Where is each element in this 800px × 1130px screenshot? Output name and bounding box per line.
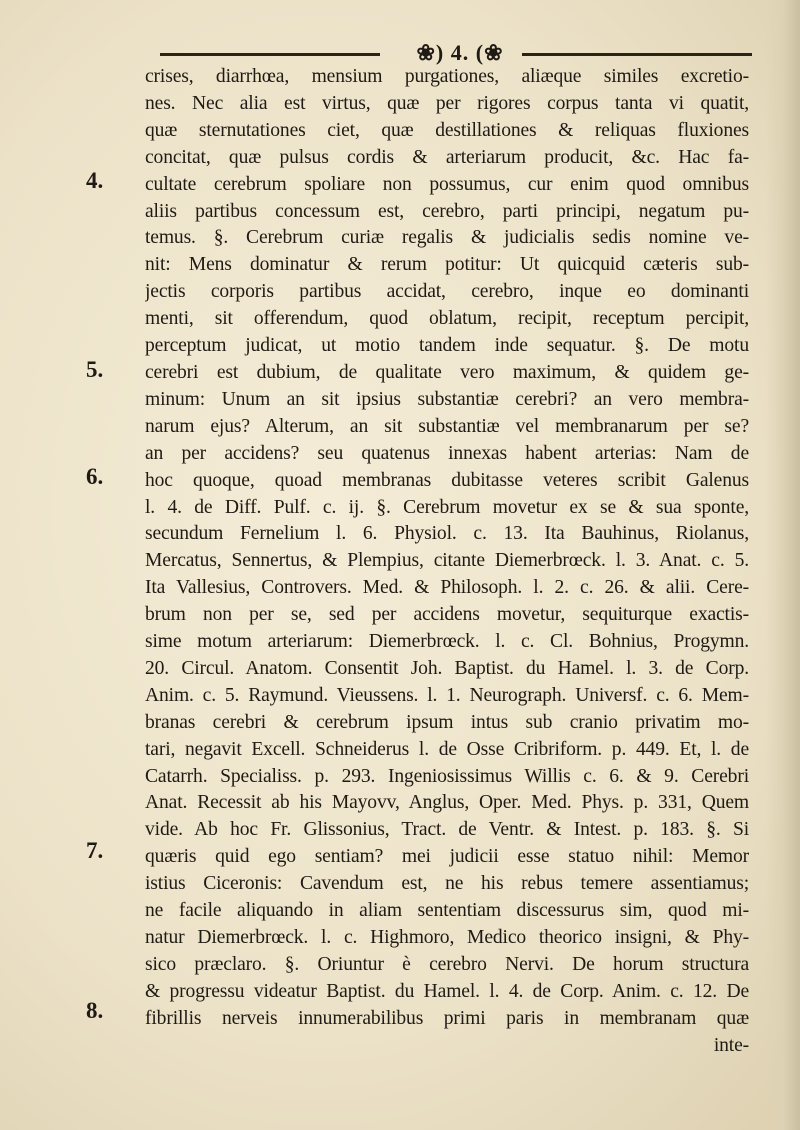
text-line: sico præclaro. §. Oriuntur è cerebro Nervi. De horum structura <box>145 953 749 975</box>
text-line: fibrillis nerveis innumerabilibus primi paris in membranam quæ <box>145 1007 749 1029</box>
ornament-left: ❀) <box>416 40 445 65</box>
text-line: cerebri est dubium, de qualitate vero maximum, & quidem ge- <box>145 361 749 383</box>
page-number <box>405 40 515 66</box>
text-line: menti, sit offerendum, quod oblatum, recipit, receptum percipit, <box>145 308 749 330</box>
text-line: crises, diarrhœa, mensium purgationes, aliæque similes excretio- <box>145 66 749 87</box>
ornament-right: (❀ <box>475 40 504 65</box>
text-line: jectis corporis partibus accidat, cerebro, inque eo dominanti <box>145 281 749 303</box>
page-edge-shadow <box>766 0 800 1130</box>
text-line: brum non per se, sed per accidens movetur, sequiturque exactis- <box>145 604 749 626</box>
text-line: & progressu videatur Baptist. du Hamel. l. 4. de Corp. Anim. c. 12. De <box>145 980 749 1002</box>
text-line: quæ sternutationes ciet, quæ destillationes & reliquas fluxiones <box>145 119 749 141</box>
margin-note-7: 7. <box>86 838 104 863</box>
text-line: branas cerebri & cerebrum ipsum intus sub cranio privatim mo- <box>145 711 749 733</box>
text-line: nit: Mens dominatur & rerum potitur: Ut quicquid cæteris sub- <box>145 254 749 276</box>
text-line: inte- <box>713 1034 749 1056</box>
text-line: sime motum arteriarum: Diemerbrœck. l. c. Cl. Bohnius, Progymn. <box>145 631 749 653</box>
text-line: nes. Nec alia est virtus, quæ per rigores corpus tanta vi quatit, <box>145 92 749 114</box>
text-line: temus. §. Cerebrum curiæ regalis & judicialis sedis nomine ve- <box>145 227 749 249</box>
text-line: hoc quoque, quoad membranas dubitasse veteres scribit Galenus <box>145 469 749 491</box>
text-line: ne facile aliquando in aliam sententiam discessurus sim, quod mi- <box>145 900 749 922</box>
text-line: an per accidens? seu quatenus innexas habent arterias: Nam de <box>145 442 749 464</box>
header-rule-right <box>522 53 752 56</box>
text-line: tari, negavit Excell. Schneiderus l. de Osse Cribriform. p. 449. Et, l. de <box>145 738 749 760</box>
text-line: l. 4. de Diff. Pulf. c. ij. §. Cerebrum movetur ex se & sua sponte, <box>145 496 749 518</box>
header-rule-left <box>160 53 380 56</box>
text-line: Ita Vallesius, Controvers. Med. & Philosoph. l. 2. c. 26. & alii. Cere- <box>145 577 749 599</box>
text-line: aliis partibus concessum est, cerebro, parti principi, negatum pu- <box>145 200 749 222</box>
text-line: concitat, quæ pulsus cordis & arteriarum producit, &c. Hac fa- <box>145 146 749 168</box>
margin-note-8: 8. <box>86 998 104 1023</box>
text-line: natur Diemerbrœck. l. c. Highmoro, Medico theorico insigni, & Phy- <box>145 927 749 948</box>
body-text <box>145 64 749 1060</box>
text-line: narum ejus? Alterum, an sit substantiæ vel membranarum per se? <box>145 415 749 437</box>
text-line: Anat. Recessit ab his Mayovv, Anglus, Oper. Med. Phys. p. 331, Quem <box>145 792 749 814</box>
text-line: vide. Ab hoc Fr. Glissonius, Tract. de Ventr. & Intest. p. 183. §. Si <box>145 819 749 841</box>
text-line: istius Ciceronis: Cavendum est, ne his rebus temere assentiamus; <box>145 873 749 895</box>
text-line: quæris quid ego sentiam? mei judicii esse statuo nihil: Memor <box>145 846 749 868</box>
margin-note-6: 6. <box>86 464 104 489</box>
text-line: cultate cerebrum spoliare non possumus, cur enim quod omnibus <box>145 173 749 195</box>
text-line: Mercatus, Sennertus, & Plempius, citante Diemerbrœck. l. 3. Anat. c. 5. <box>145 550 749 572</box>
text-line: minum: Unum an sit ipsius substantiæ cerebri? an vero membra- <box>145 388 749 410</box>
text-line: Catarrh. Specialiss. p. 293. Ingeniosissimus Willis c. 6. & 9. Cerebri <box>145 765 749 787</box>
page-number-text: 4. <box>450 40 470 65</box>
text-line: secundum Fernelium l. 6. Physiol. c. 13. Ita Bauhinus, Riolanus, <box>145 523 749 545</box>
margin-note-5: 5. <box>86 357 104 382</box>
text-line: Anim. c. 5. Raymund. Vieussens. l. 1. Neurograph. Universf. c. 6. Mem- <box>145 684 749 706</box>
text-line: 20. Circul. Anatom. Consentit Joh. Baptist. du Hamel. l. 3. de Corp. <box>145 657 749 679</box>
margin-note-4: 4. <box>86 168 104 193</box>
text-line: perceptum judicat, ut motio tandem inde sequatur. §. De motu <box>145 335 749 357</box>
